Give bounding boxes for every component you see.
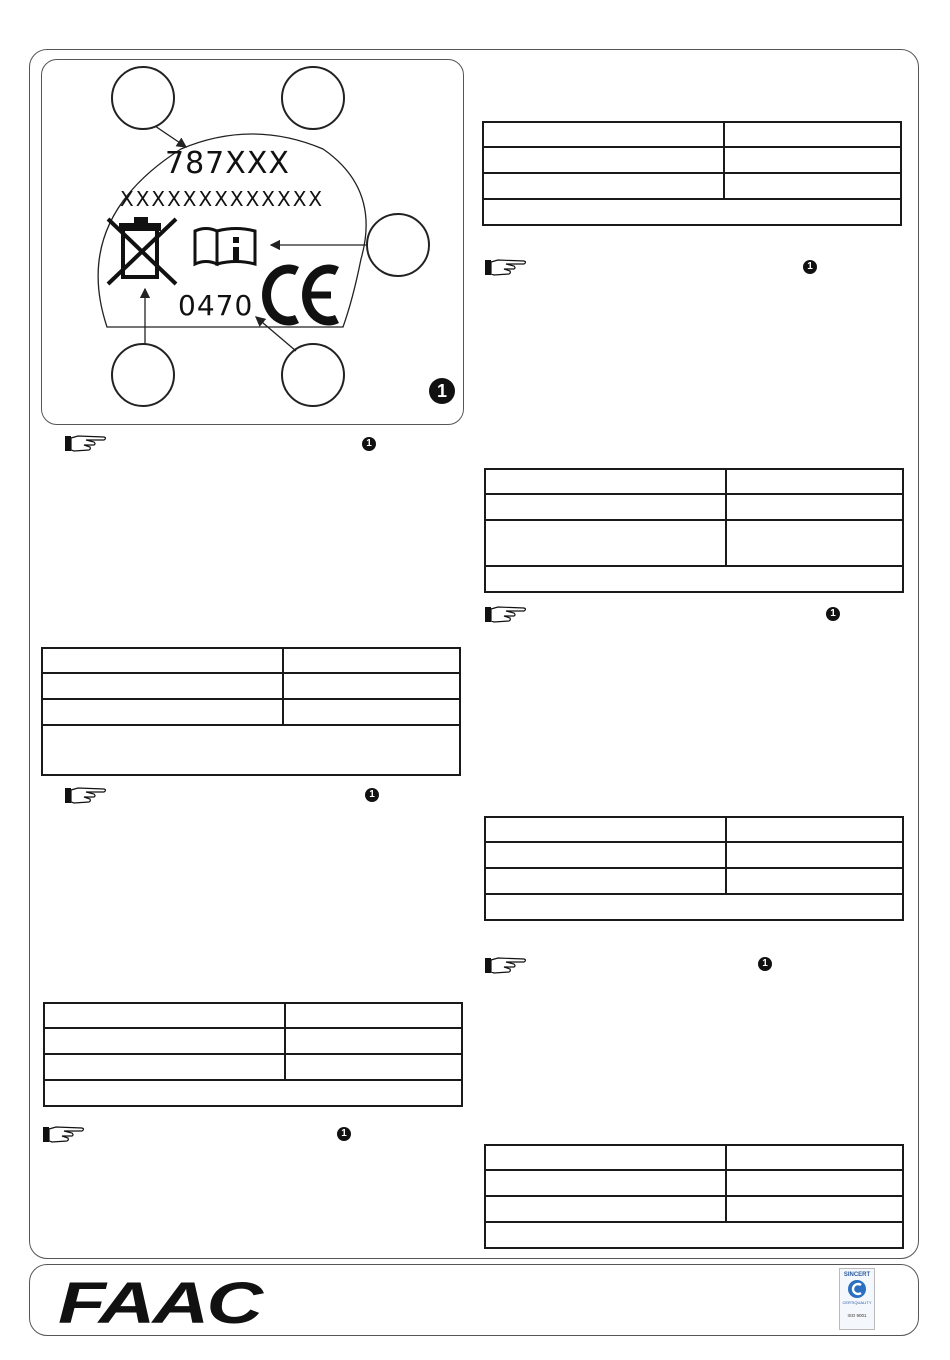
cert-middle-text: CERTIQUALITY (842, 1300, 872, 1305)
callout-circle-top-right (282, 67, 344, 129)
figure-ref-badge: 1 (758, 957, 772, 971)
figure-ref-badge: 1 (337, 1127, 351, 1141)
figure-ref-badge: 1 (826, 607, 840, 621)
cert-top-text: SINCERT (843, 1272, 871, 1278)
arrow-to-code (155, 126, 186, 147)
figure-ref-badge: 1 (362, 437, 376, 451)
ce-mark-icon (267, 269, 337, 321)
callout-circle-top-left (112, 67, 174, 129)
hand-pointer-icon (64, 432, 108, 454)
callout-circle-bottom-right (282, 344, 344, 406)
weee-bin-icon (108, 217, 176, 284)
hand-pointer-icon (42, 1123, 86, 1145)
cert-logo-icon (840, 1278, 874, 1300)
callout-circle-right (367, 214, 429, 276)
hand-pointer-icon (484, 954, 528, 976)
certification-badge (839, 1268, 875, 1330)
figure-ref-badge: 1 (365, 788, 379, 802)
manual-info-icon (195, 229, 255, 265)
spec-table (484, 468, 904, 593)
figure-number-badge: 1 (429, 378, 455, 404)
label-illustration (41, 59, 464, 425)
hand-pointer-icon (64, 784, 108, 806)
label-notified-body: 0470 (178, 289, 254, 322)
hand-pointer-icon (484, 256, 528, 278)
spec-table (484, 1144, 904, 1249)
label-code: 787XXX (165, 146, 290, 181)
spec-table (43, 1002, 463, 1107)
faac-logo: FAAC (58, 1271, 261, 1336)
figure-ref-badge: 1 (803, 260, 817, 274)
callout-circle-bottom-left (112, 344, 174, 406)
spec-table (41, 647, 461, 776)
spec-table (482, 121, 902, 226)
spec-table (484, 816, 904, 921)
label-serial: XXXXXXXXXXXXX (120, 187, 325, 211)
cert-bottom-text: ISO 9001 (847, 1313, 867, 1318)
hand-pointer-icon (484, 603, 528, 625)
